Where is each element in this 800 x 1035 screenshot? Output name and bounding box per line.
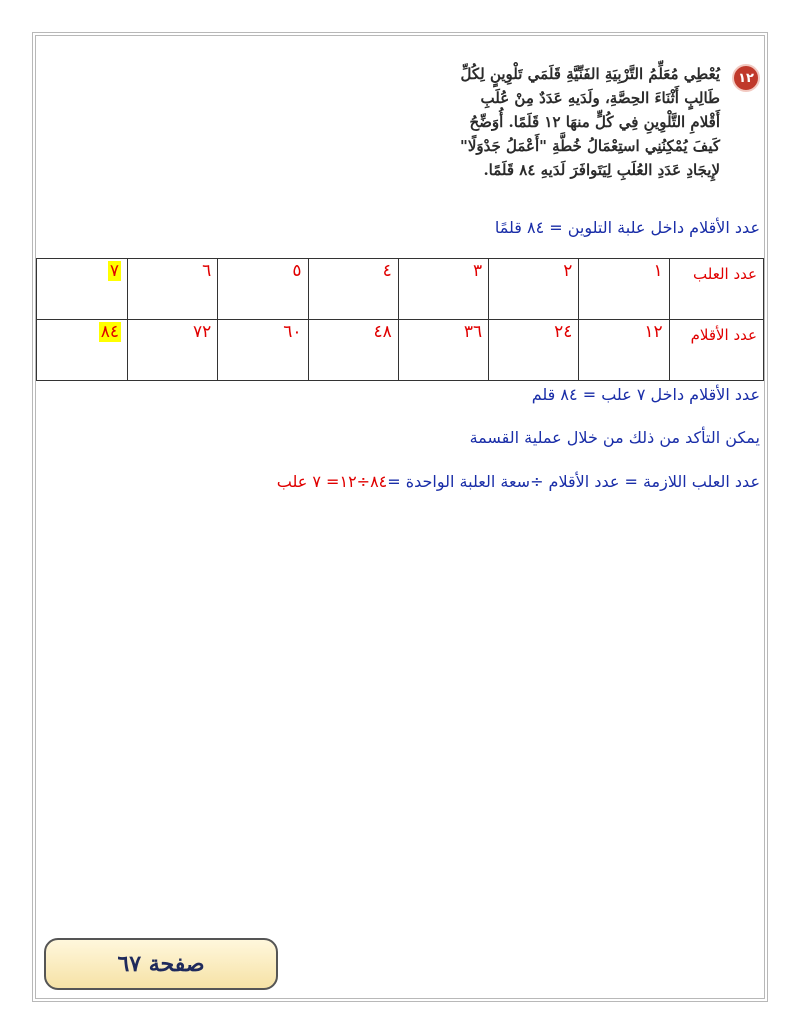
table-cell: ١ <box>579 259 669 320</box>
table-cell: ٤ <box>308 259 398 320</box>
problem-text <box>388 62 720 182</box>
boxes-pencils-table <box>36 258 764 381</box>
answer-line-seven-boxes: عدد الأقلام داخل ٧ علب = ٨٤ قلم <box>531 385 760 404</box>
table-cell: ٥ <box>218 259 308 320</box>
division-result: ٨٤÷١٢= ٧ علب <box>276 472 388 491</box>
problem-number-badge: ١٢ <box>732 64 760 92</box>
problem-block <box>388 62 760 182</box>
table-cell: ٦٠ <box>218 320 308 381</box>
problem-line: يُعْطِي مُعَلِّمُ التَّرْبِيَةِ الفَنِّيَّةِ قَلَمَي تَلْوِينٍ لِكُلِّ <box>460 65 720 83</box>
problem-line: طَالِبٍ أَثْنَاءَ الحِصَّةِ، ولَدَيهِ عَدَدٌ مِنْ عُلَبِ <box>480 89 720 107</box>
table-cell: ٦ <box>128 259 218 320</box>
table-cell-highlighted <box>37 259 128 320</box>
table-cell: ٤٨ <box>308 320 398 381</box>
table-cell: ١٢ <box>579 320 669 381</box>
table-cell: ٣٦ <box>398 320 488 381</box>
table-row <box>37 259 764 320</box>
problem-line: لإِيجَادِ عَدَدِ العُلَبِ لِيَتَوافَرَ لَدَيهِ ٨٤ قَلَمًا. <box>483 161 720 179</box>
answer-line-verify: يمكن التأكد من ذلك من خلال عملية القسمة <box>469 428 760 447</box>
table-row <box>37 320 764 381</box>
problem-line: كَيفَ يُمْكِنُنِي استِعْمَالُ خُطَّةِ "أَعْمَلُ جَدْوَلًا" <box>460 137 720 155</box>
table-cell: ٢٤ <box>489 320 579 381</box>
table-cell: ٢ <box>489 259 579 320</box>
problem-line: أَقْلامِ التَّلْوِينِ فِي كُلٍّ منهَا ١٢ قَلَمًا. أُوَضِّحُ <box>469 113 720 131</box>
table-cell: ٧٢ <box>128 320 218 381</box>
answer-line-pencils-per-box: عدد الأقلام داخل علبة التلوين = ٨٤ قلمًا <box>494 218 760 237</box>
table-cell-highlighted <box>37 320 128 381</box>
answer-line-division <box>277 472 760 491</box>
table-cell: ٣ <box>398 259 488 320</box>
highlighted-value: ٨٤ <box>100 322 120 342</box>
row-header-pencils: عدد الأقلام <box>669 320 763 381</box>
row-header-boxes: عدد العلب <box>669 259 763 320</box>
page-number-tag: صفحة ٦٧ <box>44 938 278 990</box>
division-formula: عدد العلب اللازمة = عدد الأقلام ÷سعة العلبة الواحدة = <box>387 472 760 491</box>
highlighted-value: ٧ <box>109 261 120 281</box>
